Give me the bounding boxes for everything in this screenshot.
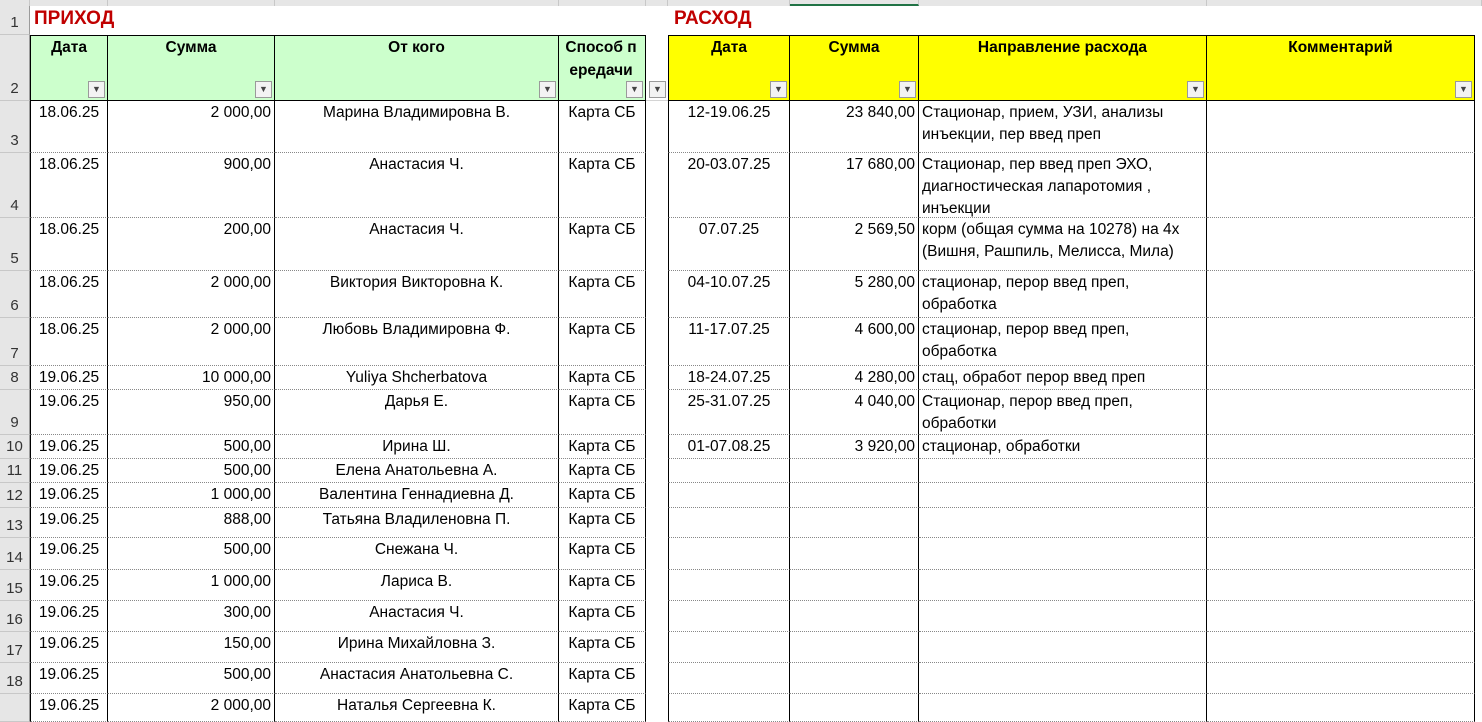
row-number: 14 [6,549,23,566]
column-header-strip[interactable] [275,0,559,6]
income-sum-cell[interactable]: 1 000,00 [108,483,275,508]
income-sum-cell[interactable]: 2 000,00 [108,101,275,153]
expense-date-cell[interactable] [668,508,790,538]
expense-header-date[interactable]: Дата ▼ [668,35,790,101]
dropdown-arrow-icon[interactable]: ▼ [770,81,787,98]
expense-date-cell[interactable] [668,663,790,694]
row-number: 3 [10,132,19,149]
income-from-cell[interactable]: Валентина Геннадиевна Д. [275,483,559,508]
expense-comment-cell[interactable] [1207,218,1475,271]
income-header-method[interactable]: Способ передачи ▼ [559,35,646,101]
income-from-cell[interactable]: Анастасия Ч. [275,601,559,632]
row-number: 12 [6,487,23,504]
income-method-cell[interactable]: Карта СБ [559,366,646,390]
income-date-cell[interactable]: 19.06.25 [30,663,108,694]
expense-sum-cell[interactable] [790,632,919,663]
expense-date-cell[interactable]: 18-24.07.25 [668,366,790,390]
income-sum-cell[interactable]: 900,00 [108,153,275,218]
expense-sum-cell[interactable] [790,483,919,508]
income-from-cell[interactable]: Виктория Викторовна К. [275,271,559,318]
income-date-cell[interactable]: 18.06.25 [30,153,108,218]
income-title: ПРИХОД [34,8,115,29]
expense-comment-cell[interactable] [1207,318,1475,366]
expense-date-cell[interactable]: 04-10.07.25 [668,271,790,318]
income-from-cell[interactable]: Дарья Е. [275,390,559,435]
income-method-cell[interactable]: Карта СБ [559,570,646,601]
expense-comment-cell[interactable] [1207,508,1475,538]
income-sum-cell[interactable]: 1 000,00 [108,570,275,601]
row-header[interactable] [0,390,30,435]
column-header-strip[interactable] [30,0,108,6]
income-date-cell[interactable]: 18.06.25 [30,101,108,153]
row-number: 18 [6,673,23,690]
expense-date-cell[interactable]: 25-31.07.25 [668,390,790,435]
expense-direction-cell[interactable] [919,663,1207,694]
expense-sum-cell[interactable]: 5 280,00 [790,271,919,318]
expense-sum-cell[interactable] [790,508,919,538]
income-date-cell[interactable]: 19.06.25 [30,390,108,435]
expense-comment-cell[interactable] [1207,366,1475,390]
dropdown-arrow-icon[interactable]: ▼ [1455,81,1472,98]
expense-direction-cell[interactable]: Стационар, перор введ преп, обработки [919,390,1207,435]
row-header[interactable]: 1 [0,6,30,35]
row-header[interactable] [0,318,30,366]
dropdown-arrow-icon[interactable]: ▼ [899,81,916,98]
income-sum-cell[interactable]: 500,00 [108,459,275,483]
income-method-cell[interactable]: Карта СБ [559,459,646,483]
row-number: 5 [10,250,19,267]
expense-comment-cell[interactable] [1207,694,1475,722]
expense-date-cell[interactable]: 07.07.25 [668,218,790,271]
row-number: 7 [10,345,19,362]
expense-direction-cell[interactable]: Стационар, прием, УЗИ, анализы инъекции, пер введ преп [919,101,1207,153]
income-from-cell[interactable]: Наталья Сергеевна К. [275,694,559,722]
income-method-cell[interactable]: Карта СБ [559,153,646,218]
column-header-strip[interactable] [108,0,275,6]
income-method-cell[interactable]: Карта СБ [559,694,646,722]
row-header[interactable] [0,153,30,218]
row-header[interactable] [0,271,30,318]
expense-direction-cell[interactable] [919,694,1207,722]
dropdown-arrow-icon[interactable]: ▼ [626,81,643,98]
row-header[interactable] [0,459,30,483]
income-method-cell[interactable]: Карта СБ [559,663,646,694]
expense-date-cell[interactable] [668,459,790,483]
income-sum-cell[interactable]: 2 000,00 [108,318,275,366]
income-sum-cell[interactable]: 150,00 [108,632,275,663]
income-sum-cell[interactable]: 2 000,00 [108,694,275,722]
income-from-cell[interactable]: Марина Владимировна В. [275,101,559,153]
expense-direction-cell[interactable] [919,538,1207,570]
income-from-cell[interactable]: Лариса В. [275,570,559,601]
income-date-cell[interactable]: 19.06.25 [30,483,108,508]
expense-comment-cell[interactable] [1207,632,1475,663]
row-number: 8 [10,369,19,386]
row-header[interactable] [0,538,30,570]
income-method-cell[interactable]: Карта СБ [559,218,646,271]
expense-direction-cell[interactable] [919,483,1207,508]
expense-direction-cell[interactable]: стационар, перор введ преп, обработка [919,271,1207,318]
expense-comment-cell[interactable] [1207,271,1475,318]
income-from-cell[interactable]: Ирина Михайловна З. [275,632,559,663]
income-method-cell[interactable]: Карта СБ [559,601,646,632]
row-header[interactable] [0,218,30,271]
row-header[interactable] [0,101,30,153]
dropdown-arrow-icon[interactable]: ▼ [539,81,556,98]
expense-comment-cell[interactable] [1207,601,1475,632]
expense-comment-cell[interactable] [1207,153,1475,218]
income-date-cell[interactable]: 19.06.25 [30,508,108,538]
expense-comment-cell[interactable] [1207,435,1475,459]
income-sum-cell[interactable]: 10 000,00 [108,366,275,390]
income-date-cell[interactable]: 19.06.25 [30,538,108,570]
expense-comment-cell[interactable] [1207,101,1475,153]
expense-comment-cell[interactable] [1207,538,1475,570]
expense-comment-cell[interactable] [1207,390,1475,435]
expense-sum-cell[interactable] [790,694,919,722]
row-header[interactable] [0,435,30,459]
column-header-strip[interactable] [668,0,790,6]
expense-sum-cell[interactable] [790,570,919,601]
row-header[interactable] [0,632,30,663]
expense-date-cell[interactable] [668,570,790,601]
row-header[interactable]: 2 [0,35,30,101]
expense-date-cell[interactable] [668,538,790,570]
column-header-strip[interactable] [559,0,646,6]
expense-header-sum[interactable]: Сумма ▼ [790,35,919,101]
expense-direction-cell[interactable]: стационар, обработки [919,435,1207,459]
income-date-cell[interactable]: 19.06.25 [30,366,108,390]
expense-sum-cell[interactable]: 4 600,00 [790,318,919,366]
expense-header-comment[interactable]: Комментарий ▼ [1207,35,1475,101]
expense-direction-cell[interactable]: стац, обработ перор введ преп [919,366,1207,390]
dropdown-arrow-icon[interactable]: ▼ [88,81,105,98]
expense-header-direction[interactable]: Направление расхода ▼ [919,35,1207,101]
income-method-cell[interactable]: Карта СБ [559,538,646,570]
expense-direction-cell[interactable] [919,601,1207,632]
expense-sum-cell[interactable]: 3 920,00 [790,435,919,459]
expense-direction-cell[interactable] [919,570,1207,601]
expense-sum-cell[interactable]: 4 280,00 [790,366,919,390]
row-number: 10 [6,438,23,455]
expense-date-cell[interactable] [668,632,790,663]
income-date-cell[interactable]: 19.06.25 [30,601,108,632]
column-header-strip[interactable] [919,0,1207,6]
expense-date-cell[interactable]: 11-17.07.25 [668,318,790,366]
income-method-cell[interactable]: Карта СБ [559,318,646,366]
dropdown-arrow-icon[interactable]: ▼ [1187,81,1204,98]
row-number: 6 [10,297,19,314]
income-sum-cell[interactable]: 300,00 [108,601,275,632]
income-sum-cell[interactable]: 200,00 [108,218,275,271]
expense-date-cell[interactable] [668,694,790,722]
row-number: 11 [6,462,23,479]
income-date-cell[interactable]: 18.06.25 [30,271,108,318]
income-date-cell[interactable]: 19.06.25 [30,459,108,483]
column-header-strip[interactable] [1207,0,1482,6]
dropdown-arrow-icon[interactable]: ▼ [255,81,272,98]
income-date-cell[interactable]: 18.06.25 [30,218,108,271]
income-sum-cell[interactable]: 888,00 [108,508,275,538]
income-date-cell[interactable]: 19.06.25 [30,694,108,722]
row-number: 4 [10,197,19,214]
row-header[interactable] [0,601,30,632]
expense-date-cell[interactable] [668,483,790,508]
income-from-cell[interactable]: Снежана Ч. [275,538,559,570]
row-number: 9 [10,414,19,431]
row-header[interactable] [0,694,30,722]
column-header-strip[interactable] [646,0,668,6]
expense-direction-cell[interactable]: корм (общая сумма на 10278) на 4х (Вишня, Рашпиль, Мелисса, Мила) [919,218,1207,271]
expense-sum-cell[interactable]: 4 040,00 [790,390,919,435]
expense-direction-cell[interactable] [919,508,1207,538]
row-number: 16 [6,611,23,628]
expense-comment-cell[interactable] [1207,570,1475,601]
income-date-cell[interactable]: 19.06.25 [30,570,108,601]
income-header-date[interactable]: Дата ▼ [30,35,108,101]
income-from-cell[interactable]: Татьяна Владиленовна П. [275,508,559,538]
expense-comment-cell[interactable] [1207,459,1475,483]
row-header[interactable] [0,508,30,538]
income-from-cell[interactable]: Елена Анатольевна А. [275,459,559,483]
expense-sum-cell[interactable] [790,663,919,694]
income-from-cell[interactable]: Любовь Владимировна Ф. [275,318,559,366]
income-sum-cell[interactable]: 500,00 [108,663,275,694]
expense-direction-cell[interactable]: Стационар, пер введ преп ЭХО, диагностическая лапаротомия , инъекции [919,153,1207,218]
income-sum-cell[interactable]: 500,00 [108,538,275,570]
expense-date-cell[interactable]: 01-07.08.25 [668,435,790,459]
expense-comment-cell[interactable] [1207,663,1475,694]
expense-comment-cell[interactable] [1207,483,1475,508]
column-header-strip[interactable] [790,0,919,6]
income-method-cell[interactable]: Карта СБ [559,390,646,435]
income-date-cell[interactable]: 19.06.25 [30,632,108,663]
income-date-cell[interactable]: 18.06.25 [30,318,108,366]
income-method-cell[interactable]: Карта СБ [559,508,646,538]
expense-sum-cell[interactable]: 23 840,00 [790,101,919,153]
expense-sum-cell[interactable] [790,538,919,570]
income-sum-cell[interactable]: 2 000,00 [108,271,275,318]
income-method-cell[interactable]: Карта СБ [559,483,646,508]
expense-sum-cell[interactable] [790,601,919,632]
expense-sum-cell[interactable]: 2 569,50 [790,218,919,271]
expense-direction-cell[interactable] [919,632,1207,663]
income-sum-cell[interactable]: 950,00 [108,390,275,435]
expense-sum-cell[interactable]: 17 680,00 [790,153,919,218]
expense-date-cell[interactable]: 20-03.07.25 [668,153,790,218]
expense-direction-cell[interactable] [919,459,1207,483]
expense-date-cell[interactable] [668,601,790,632]
row-header[interactable] [0,483,30,508]
income-method-cell[interactable]: Карта СБ [559,271,646,318]
row-header[interactable] [0,366,30,390]
dropdown-arrow-icon[interactable]: ▼ [649,81,666,98]
income-header-from[interactable]: От кого ▼ [275,35,559,101]
income-method-cell[interactable]: Карта СБ [559,632,646,663]
row-header[interactable] [0,570,30,601]
income-from-cell[interactable]: Ирина Ш. [275,435,559,459]
row-number: 13 [6,517,23,534]
income-from-cell[interactable]: Анастасия Ч. [275,218,559,271]
spacer-header-cell[interactable] [646,35,668,101]
row-number: 15 [6,580,23,597]
income-method-cell[interactable]: Карта СБ [559,435,646,459]
expense-date-cell[interactable]: 12-19.06.25 [668,101,790,153]
income-method-cell[interactable]: Карта СБ [559,101,646,153]
expense-title: РАСХОД [674,8,752,29]
row-number: 17 [6,642,23,659]
expense-direction-cell[interactable]: стационар, перор введ преп, обработка [919,318,1207,366]
income-sum-cell[interactable]: 500,00 [108,435,275,459]
expense-sum-cell[interactable] [790,459,919,483]
income-header-sum[interactable]: Сумма ▼ [108,35,275,101]
income-from-cell[interactable]: Yuliya Shcherbatova [275,366,559,390]
income-date-cell[interactable]: 19.06.25 [30,435,108,459]
income-from-cell[interactable]: Анастасия Анатольевна С. [275,663,559,694]
income-from-cell[interactable]: Анастасия Ч. [275,153,559,218]
row-header[interactable] [0,663,30,694]
